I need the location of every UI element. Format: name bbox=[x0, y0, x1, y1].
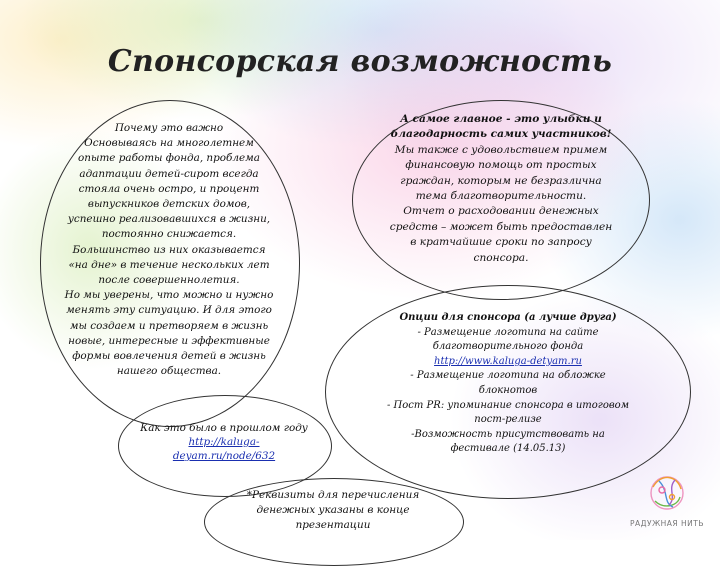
why-line: Основываясь на многолетнем bbox=[84, 137, 254, 150]
main-thing-line: спонсора. bbox=[473, 251, 529, 264]
sponsor-option-line: - Размещение логотипа на обложке bbox=[410, 370, 606, 382]
page-title: Спонсорская возможность bbox=[107, 44, 613, 79]
why-line: «на дне» в течение нескольких лет bbox=[68, 258, 270, 271]
sponsor-option-line: -Возможность присутствовать на bbox=[411, 428, 605, 440]
why-line: новые, интересные и эффективные bbox=[68, 334, 270, 347]
sponsor-options-heading: Опции для спонсора (а лучше друга) bbox=[399, 312, 617, 323]
why-line: успешно реализовавшихся в жизни, bbox=[67, 213, 271, 226]
foundation-site-link[interactable]: http://www.kaluga-detyam.ru bbox=[434, 355, 582, 367]
main-thing-line: средств – может быть предоставлен bbox=[389, 220, 613, 233]
sponsor-option-line: фестивале (14.05.13) bbox=[450, 443, 566, 455]
main-thing-line: в кратчайшие сроки по запросу bbox=[410, 236, 592, 249]
main-thing-line: Отчет о расходовании денежных bbox=[403, 205, 599, 218]
main-thing-bold-line: благодарность самих участников! bbox=[390, 128, 612, 141]
why-important-heading: Почему это важно bbox=[114, 122, 224, 134]
why-line: выпускников детских домов, bbox=[87, 198, 251, 211]
why-line: менять эту ситуацию. И для этого bbox=[66, 304, 272, 317]
sponsor-option-line: - Пост PR: упоминание спонсора в итоговом bbox=[387, 399, 629, 411]
why-line: нашего общества. bbox=[116, 365, 222, 378]
requisites-line: презентации bbox=[295, 519, 371, 531]
main-thing-line: граждан, которым не безразлична bbox=[400, 174, 602, 187]
why-important-text bbox=[56, 121, 282, 379]
why-line: опыте работы фонда, проблема bbox=[78, 152, 260, 165]
requisites-line: денежных указаны в конце bbox=[256, 504, 410, 516]
why-line: Но мы уверены, что можно и нужно bbox=[64, 289, 274, 302]
sponsor-option-line: пост-релизе bbox=[474, 414, 542, 426]
sponsor-option-line: блокнотов bbox=[478, 384, 538, 396]
main-thing-bold-line: А самое главное - это улыбки и bbox=[400, 113, 602, 125]
why-line: стояла очень остро, и процент bbox=[78, 182, 260, 195]
why-line: постоянно снижается. bbox=[101, 228, 237, 241]
main-thing-line: Мы также с удовольствием примем bbox=[394, 143, 608, 156]
logo-name: РАДУЖНАЯ НИТЬ bbox=[629, 519, 704, 528]
sponsor-option-line: благотворительного фонда bbox=[432, 341, 584, 353]
main-thing-line: тема благотворительности. bbox=[415, 190, 587, 203]
past-year-text bbox=[130, 421, 318, 463]
main-thing-line: финансовую помощь от простых bbox=[405, 159, 597, 172]
sponsor-option-line: - Размещение логотипа на сайте bbox=[417, 326, 599, 338]
why-line: Большинство из них оказывается bbox=[72, 243, 266, 256]
main-thing-text bbox=[368, 112, 634, 266]
requisites-text bbox=[220, 488, 446, 533]
why-line: мы создаем и претворяем в жизнь bbox=[69, 319, 269, 332]
past-year-link-cont[interactable]: deyam.ru/node/632 bbox=[172, 450, 276, 462]
sponsor-options-text bbox=[360, 311, 656, 457]
why-line: формы вовлечения детей в жизнь bbox=[72, 350, 266, 363]
why-line: адаптации детей-сирот всегда bbox=[79, 167, 259, 180]
why-line: после совершеннолетия. bbox=[98, 274, 240, 287]
past-year-label: Как это было в прошлом году bbox=[140, 422, 308, 434]
past-year-link[interactable]: http://kaluga- bbox=[188, 436, 260, 448]
requisites-line: *Реквизиты для перечисления bbox=[246, 489, 420, 501]
